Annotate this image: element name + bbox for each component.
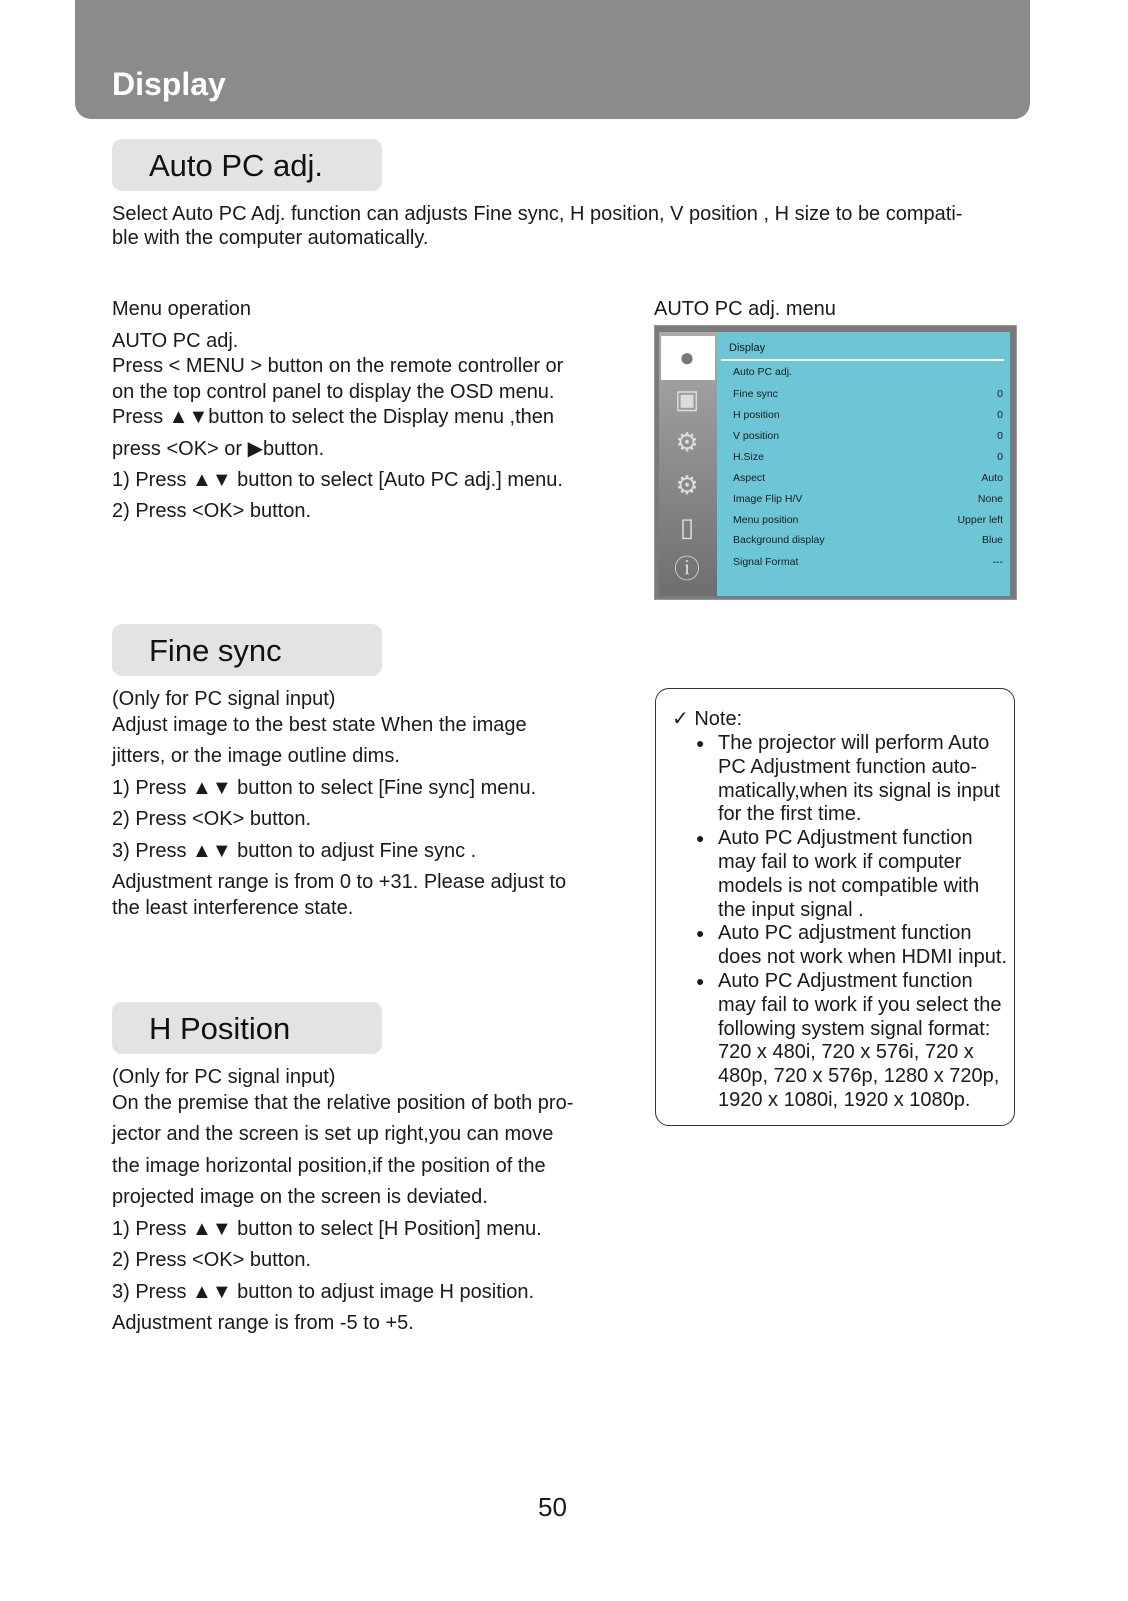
text-line: may fail to work if computer bbox=[718, 851, 962, 873]
osd-row bbox=[733, 493, 1003, 505]
text-line: Select Auto PC Adj. function can adjusts Fine sync, H position, V position , H size to be compati- bbox=[112, 203, 963, 225]
osd-row bbox=[733, 514, 1003, 526]
osd-row-value: None bbox=[977, 493, 1003, 505]
text-line: 720 x 480i, 720 x 576i, 720 x bbox=[718, 1041, 974, 1064]
text-line: jitters, or the image outline dims. bbox=[112, 745, 400, 767]
osd-row-label: Fine sync bbox=[733, 388, 778, 400]
gear-icon: ⚙ bbox=[675, 427, 699, 457]
section-heading-auto-pc bbox=[112, 139, 382, 191]
osd-row-value: Blue bbox=[981, 534, 1003, 546]
text-line: following system signal format: bbox=[718, 1017, 991, 1040]
osd-row bbox=[733, 430, 1003, 442]
osd-panel bbox=[717, 332, 1010, 596]
osd-row bbox=[733, 409, 1003, 421]
osd-row-value: 0 bbox=[997, 388, 1003, 400]
osd-row-label: Signal Format bbox=[733, 556, 799, 568]
section-heading-h-position bbox=[112, 1002, 382, 1054]
header-title: Display bbox=[112, 66, 226, 102]
osd-row-value: Auto bbox=[981, 472, 1003, 484]
text-line: 1920 x 1080i, 1920 x 1080p. bbox=[718, 1089, 971, 1111]
text-line: PC Adjustment function auto- bbox=[718, 755, 978, 778]
text-line: press <OK> or ▶button. bbox=[112, 438, 325, 460]
text-line: Auto PC Adjustment function bbox=[718, 827, 973, 850]
text-line: Press ▲▼button to select the Display menu ,then bbox=[112, 406, 555, 428]
heading-text: H Position bbox=[149, 1011, 291, 1046]
text-line: matically,when its signal is input bbox=[718, 779, 1000, 802]
osd-row-label: H.Size bbox=[733, 451, 764, 463]
section-heading-fine-sync bbox=[112, 624, 382, 676]
text-line: 1) Press ▲▼ button to select [Fine sync] menu. bbox=[112, 777, 537, 799]
page-number: 50 bbox=[538, 1492, 567, 1522]
heading-text: Fine sync bbox=[149, 633, 282, 668]
osd-row bbox=[733, 534, 1003, 546]
picture-icon: ▣ bbox=[674, 384, 700, 414]
usb-icon: ▯ bbox=[679, 512, 695, 542]
heading-text: Auto PC adj. bbox=[149, 148, 324, 183]
text-line: projected image on the screen is deviated. bbox=[112, 1186, 488, 1208]
text-line: (Only for PC signal input) bbox=[112, 688, 336, 710]
text-line: the image horizontal position,if the position of the bbox=[112, 1155, 546, 1177]
osd-row-label: Auto PC adj. bbox=[733, 366, 792, 378]
text-line: Menu operation bbox=[112, 298, 251, 320]
bullet-icon: ● bbox=[696, 830, 705, 847]
bullet-icon: ● bbox=[696, 973, 705, 989]
text-line: 3) Press ▲▼ button to adjust Fine sync . bbox=[112, 840, 477, 862]
osd-title: Display bbox=[729, 342, 766, 354]
gear-plus-icon: ⚙ bbox=[675, 470, 699, 500]
osd-row-label: Aspect bbox=[733, 472, 766, 484]
osd-row-value: 0 bbox=[997, 451, 1003, 463]
osd-row bbox=[733, 451, 1003, 463]
text-line: 480p, 720 x 576p, 1280 x 720p, bbox=[718, 1065, 1000, 1088]
text-line: may fail to work if you select the bbox=[718, 993, 1002, 1016]
text-line: Press < MENU > button on the remote controller or bbox=[112, 355, 564, 377]
text-line: 2) Press <OK> button. bbox=[112, 500, 311, 522]
text-line: for the first time. bbox=[718, 803, 862, 826]
text-line: Adjustment range is from 0 to +31. Please adjust to bbox=[112, 871, 567, 893]
osd-row bbox=[733, 388, 1003, 400]
text-line: The projector will perform Auto bbox=[718, 732, 990, 754]
text-line: On the premise that the relative position of both pro- bbox=[112, 1092, 574, 1114]
osd-row-label: H position bbox=[733, 409, 780, 421]
text-line: 2) Press <OK> button. bbox=[112, 808, 311, 830]
text-line: 2) Press <OK> button. bbox=[112, 1249, 311, 1271]
text-line: AUTO PC adj. bbox=[112, 330, 239, 352]
osd-row-label: Menu position bbox=[733, 514, 799, 526]
text-line: the least interference state. bbox=[112, 897, 354, 919]
text-line: does not work when HDMI input. bbox=[718, 946, 1008, 969]
osd-row-label: Image Flip H/V bbox=[733, 493, 803, 505]
text-line: 1) Press ▲▼ button to select [H Position] menu. bbox=[112, 1218, 542, 1240]
osd-row-value: --- bbox=[992, 556, 1003, 568]
text-line: ble with the computer automatically. bbox=[112, 227, 429, 249]
bullet-icon: ● bbox=[696, 925, 705, 942]
osd-row bbox=[733, 472, 1003, 484]
text-line: (Only for PC signal input) bbox=[112, 1066, 336, 1088]
text-line: 1) Press ▲▼ button to select [Auto PC adj.] menu. bbox=[112, 469, 563, 491]
text-line: Adjust image to the best state When the image bbox=[112, 714, 527, 736]
divider bbox=[721, 359, 1004, 361]
osd-row-value: 0 bbox=[997, 409, 1003, 421]
text-line: the input signal . bbox=[718, 898, 864, 921]
text-line: Auto PC adjustment function bbox=[718, 922, 972, 945]
bullet-icon: ● bbox=[696, 735, 705, 751]
text-line: Adjustment range is from -5 to +5. bbox=[112, 1312, 414, 1334]
osd-sidebar bbox=[659, 332, 717, 596]
text-line: models is not compatible with bbox=[718, 874, 980, 897]
osd-row bbox=[733, 366, 1003, 378]
osd-row-label: V position bbox=[733, 430, 780, 442]
text-line: jector and the screen is set up right,you can move bbox=[112, 1123, 554, 1145]
text-line: on the top control panel to display the OSD menu. bbox=[112, 381, 555, 403]
menu-caption: AUTO PC adj. menu bbox=[654, 298, 836, 320]
text-line: Auto PC Adjustment function bbox=[718, 970, 973, 992]
info-icon: ⓘ bbox=[673, 554, 700, 584]
osd-row-value: Upper left bbox=[957, 514, 1003, 526]
note-title: ✓ Note: bbox=[672, 708, 743, 730]
text-line: 3) Press ▲▼ button to adjust image H position. bbox=[112, 1281, 535, 1303]
header-bar bbox=[75, 0, 1030, 119]
osd-menu-image bbox=[654, 325, 1017, 600]
osd-row-value: 0 bbox=[997, 430, 1003, 442]
osd-row bbox=[733, 556, 1003, 568]
display-icon: ● bbox=[679, 342, 695, 372]
osd-row-label: Background display bbox=[733, 534, 825, 546]
